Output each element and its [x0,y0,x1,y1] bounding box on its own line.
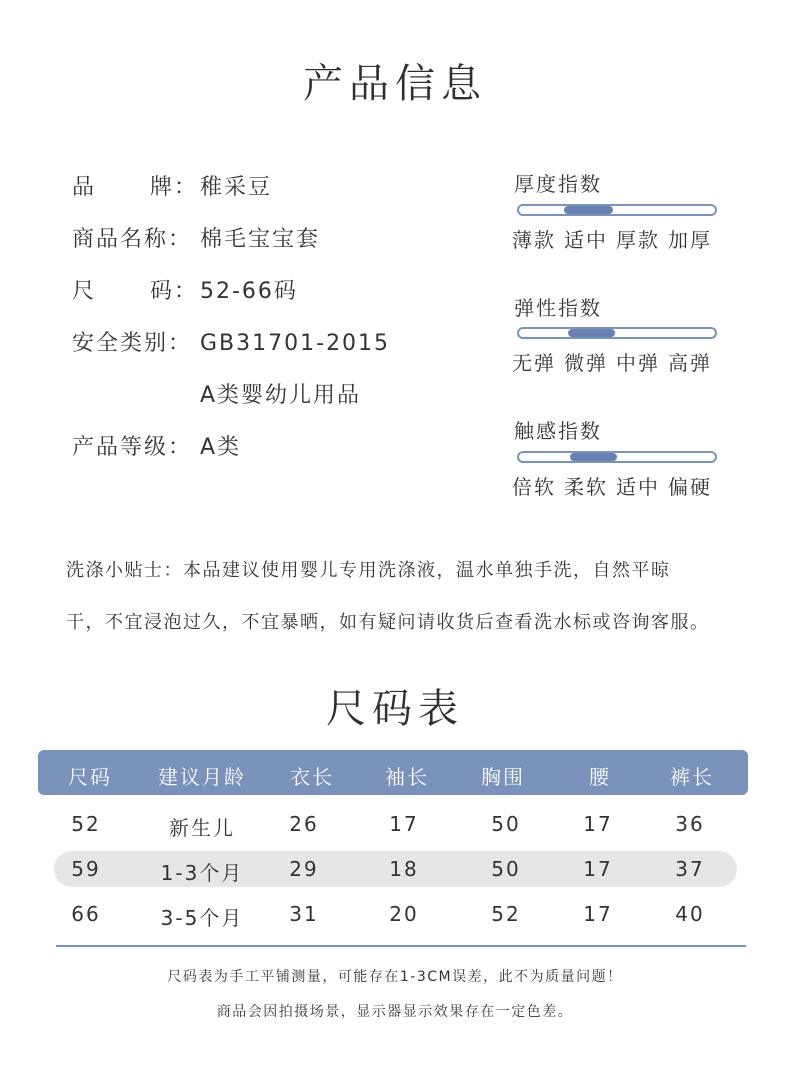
measurement-note: 尺码表为手工平铺测量，可能存在1-3CM误差，此不为质量问题！ [167,969,623,985]
touch-index-title: 触感指数 [514,419,602,443]
cell-age: 1-3个月 [160,861,244,885]
index-label: 柔软 [564,475,608,499]
color-note: 商品会因拍摄场景，显示器显示效果存在一定色差。 [216,1004,574,1020]
touch-index-fill [570,453,617,461]
info-value: GB31701-2015 [200,331,391,356]
cell-size: 52 [71,812,101,836]
cell-age: 新生儿 [169,816,235,840]
info-row-name [72,222,320,262]
thickness-index-bar [517,204,717,216]
index-label: 厚款 [616,228,660,252]
info-value: 稚采豆 [200,175,273,200]
info-value: 52-66码 [200,279,298,304]
product-info-title: 产品信息 [303,61,487,107]
cell-size: 66 [71,902,101,926]
index-label: 适中 [616,475,660,499]
touch-index-bar [517,451,717,463]
elasticity-index-title: 弹性指数 [514,296,602,320]
table-row [38,812,748,842]
info-value: 棉毛宝宝套 [200,227,321,252]
cell-length: 31 [289,902,319,926]
info-value: A类 [200,435,242,460]
cell-sleeve: 17 [389,812,419,836]
index-label: 中弹 [616,351,660,375]
cell-length: 29 [289,857,319,881]
info-row-safety-extra [72,378,361,418]
header-length: 衣长 [290,765,334,789]
elasticity-index-bar [517,327,717,339]
info-row-grade [72,430,241,470]
index-label: 加厚 [668,228,712,252]
info-row-safety [72,326,390,366]
header-sleeve: 袖长 [385,765,429,789]
table-row [38,857,748,887]
index-label: 高弹 [668,351,712,375]
info-label: 品 牌： [72,175,198,200]
index-label: 微弹 [564,351,608,375]
table-row [38,902,748,932]
size-table-header [38,750,748,795]
elasticity-index-fill [568,329,615,337]
thickness-index-title: 厚度指数 [514,172,602,196]
cell-pants: 37 [675,857,705,881]
header-waist: 腰 [589,765,611,789]
cell-pants: 40 [675,902,705,926]
info-label: 安全类别： [72,331,193,356]
header-size: 尺码 [68,765,112,789]
index-label: 无弹 [512,351,556,375]
index-label: 薄款 [512,228,556,252]
index-label: 倍软 [512,475,556,499]
wash-tips-line-1: 洗涤小贴士：本品建议使用婴儿专用洗涤液，温水单独手洗，自然平晾 [66,560,671,581]
cell-sleeve: 20 [389,902,419,926]
cell-pants: 36 [675,812,705,836]
info-row-size [72,274,298,314]
cell-size: 59 [71,857,101,881]
cell-waist: 17 [583,812,613,836]
index-label: 适中 [564,228,608,252]
cell-chest: 52 [491,902,521,926]
touch-index-labels [512,471,728,500]
thickness-index-fill [564,206,613,214]
info-label: 商品名称： [72,227,193,252]
cell-waist: 17 [583,902,613,926]
cell-chest: 50 [491,812,521,836]
cell-waist: 17 [583,857,613,881]
cell-chest: 50 [491,857,521,881]
thickness-index-labels [512,224,728,253]
info-label: 尺 码： [72,279,198,304]
elasticity-index-labels [512,347,728,376]
header-pants: 裤长 [670,765,714,789]
info-label: 产品等级： [72,435,193,460]
header-chest: 胸围 [481,765,525,789]
info-value: A类婴幼儿用品 [200,383,362,408]
size-table-title: 尺码表 [326,686,464,732]
cell-age: 3-5个月 [160,906,244,930]
cell-length: 26 [289,812,319,836]
cell-sleeve: 18 [389,857,419,881]
table-bottom-divider [56,945,746,947]
wash-tips-line-2: 干，不宜浸泡过久，不宜暴晒，如有疑问请收货后查看洗水标或咨询客服。 [66,612,710,633]
header-age: 建议月龄 [158,765,246,789]
index-label: 偏硬 [668,475,712,499]
info-row-brand [72,170,272,210]
